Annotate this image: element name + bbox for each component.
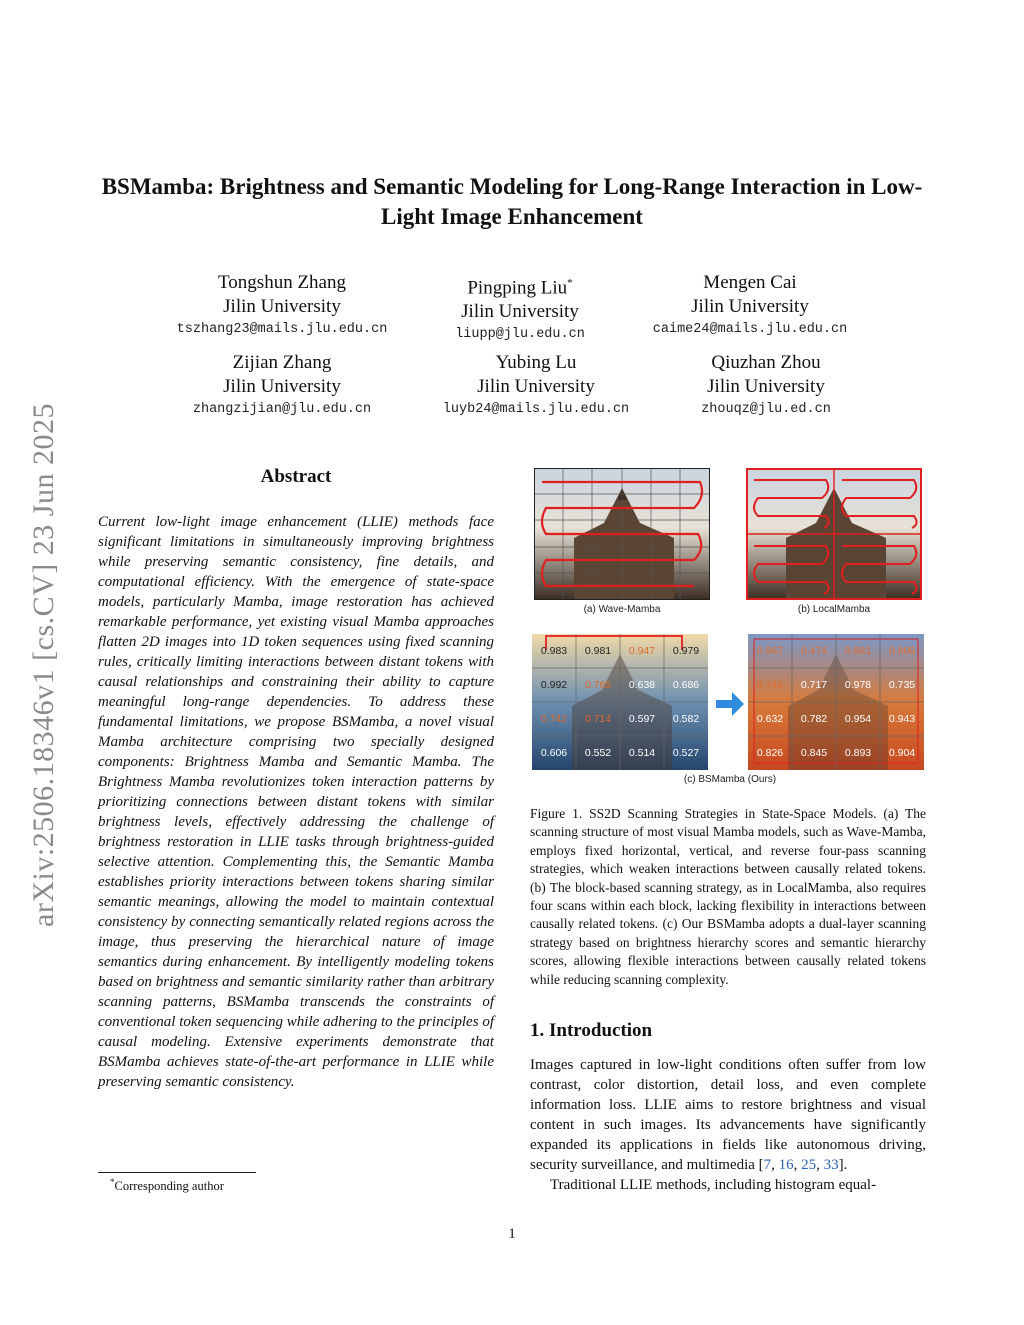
score-cell: 0.582 bbox=[672, 713, 700, 725]
author-affiliation: Jilin University bbox=[223, 296, 341, 317]
abstract-body: Current low-light image enhancement (LLIE) methods face significant limitations in simultaneously improving brightness while preserving semantic consistency, fine details, and computational efficiency. With the emergence of state-space models, particularly Mamba, image restoration has achieved remarkable performance, yet existing visual Mamba approaches flatten 2D images into 1D token sequences using fixed scanning rules, critically limiting interactions between distant tokens with causal relationships and constraining their ability to capture meaningful long-range dependencies. To address these fundamental limitations, we propose BSMamba, a novel visual Mamba architecture comprising two specially designed components: Brightness Mamba and Semantic Mamba. The Brightness Mamba revolutionizes token interaction patterns by prioritizing connections between distant tokens with similar brightness levels, effectively addressing the challenge of brightness restoration in LLIE tasks through brightness-guided selective attention. Complementing this, the Semantic Mamba establishes priority interactions between tokens sharing similar semantic meanings, allowing the model to maintain contextual consistency by connecting semantically related regions across the image, thus preserving the hierarchical nature of image semantics during enhancement. By intelligently modeling tokens based on brightness and semantic similarity rather than arbitrary scanning patterns, BSMamba transcends the constraints of conventional token sequencing while adhering to the principles of causal modeling. Extensive experiments demonstrate that BSMamba achieves state-of-the-art performance in LLIE while preserving semantic consistency. bbox=[98, 514, 494, 1090]
score-cell: 0.597 bbox=[628, 713, 656, 725]
score-cell: 0.954 bbox=[844, 713, 872, 725]
score-cell: 0.474 bbox=[800, 645, 828, 657]
author-name: Mengen Cai bbox=[703, 272, 797, 293]
wave-mamba-diagram bbox=[534, 468, 710, 600]
score-cell: 0.782 bbox=[800, 713, 828, 725]
author-affiliation: Jilin University bbox=[461, 301, 579, 323]
score-cell: 0.826 bbox=[756, 747, 784, 759]
author-block bbox=[646, 351, 886, 421]
figure-b-image bbox=[746, 468, 922, 600]
figure-caption: Figure 1. SS2D Scanning Strategies in State-Space Models. (a) The scanning structure of most visual Mamba models, such as Wave-Mamba, employs fixed horizontal, vertical, and reverse four-pass scanning strategies, which weaken interactions between causally related tokens. (b) The block-based scanning strategy, as in LocalMamba, also requires four scans within each block, lacking flexibility in interactions between causally related tokens. (c) Our BSMamba adopts a dual-layer scanning strategy based on brightness hierarchy scores and semantic hierarchy scores, allowing flexible interactions between causally related tokens while reducing scanning complexity. bbox=[530, 806, 926, 987]
score-cell: 0.606 bbox=[540, 747, 568, 759]
score-cell: 0.717 bbox=[800, 679, 828, 691]
score-cell: 0.686 bbox=[672, 679, 700, 691]
score-cell: 0.632 bbox=[756, 713, 784, 725]
section-heading: 1. Introduction bbox=[530, 1020, 653, 1041]
figure-a-image bbox=[534, 468, 710, 600]
author-block bbox=[162, 351, 402, 421]
paper-title: BSMamba: Brightness and Semantic Modeling for Long-Range Interaction in Low-Light Image Enhancement bbox=[101, 174, 923, 229]
subcaption-b: (b) LocalMamba bbox=[797, 604, 871, 615]
author-email: zhouqz@jlu.ed.cn bbox=[701, 402, 831, 417]
footnote: *Corresponding author bbox=[110, 1177, 224, 1194]
citation-link[interactable]: 16 bbox=[778, 1157, 794, 1173]
author-email: zhangzijian@jlu.edu.cn bbox=[192, 402, 372, 417]
score-cell: 0.983 bbox=[540, 645, 568, 657]
intro-body: Images captured in low-light conditions often suffer from low contrast, color distortion, detail loss, and even complete information loss. LLIE aims to restore brightness and visual content in such images. Its advancements have significantly expanded its applications in fields like autonomous driving, security surveillance, and multimedia [7, 16, 25, 33]. Traditional LLIE methods, including histogram equal- bbox=[530, 1057, 926, 1193]
score-cell: 0.967 bbox=[756, 645, 784, 657]
score-cell: 0.893 bbox=[844, 747, 872, 759]
subcaption-c: (c) BSMamba (Ours) bbox=[683, 774, 777, 785]
author-name: Pingping Liu* bbox=[467, 277, 573, 299]
score-cell: 0.904 bbox=[888, 747, 916, 759]
abstract-heading: Abstract bbox=[260, 466, 332, 487]
score-cell: 0.527 bbox=[672, 747, 700, 759]
left-score-grid bbox=[532, 634, 708, 770]
intro-paragraph-2: Traditional LLIE methods, including histogram equal- bbox=[550, 1177, 877, 1193]
author-affiliation: Jilin University bbox=[707, 376, 825, 397]
author-name: Qiuzhan Zhou bbox=[711, 352, 821, 373]
author-name: Yubing Lu bbox=[495, 352, 577, 373]
score-cell: 0.978 bbox=[844, 679, 872, 691]
author-block bbox=[400, 271, 640, 346]
author-affiliation: Jilin University bbox=[691, 296, 809, 317]
footnote-rule bbox=[98, 1172, 256, 1173]
local-mamba-diagram bbox=[746, 468, 922, 600]
score-cell: 0.765 bbox=[584, 679, 612, 691]
score-cell: 0.514 bbox=[628, 747, 656, 759]
author-affiliation: Jilin University bbox=[223, 376, 341, 397]
author-name: Tongshun Zhang bbox=[218, 272, 346, 293]
intro-text: Images captured in low-light conditions often suffer from low contrast, color distortion, detail loss, and even complete information loss. LLIE aims to restore brightness and visual content in such images. Its advancements have significantly expanded its applications in fields like autonomous driving, security surveillance, and multimedia [ bbox=[530, 1057, 926, 1173]
score-cell: 0.979 bbox=[672, 645, 700, 657]
right-score-grid bbox=[748, 634, 924, 770]
score-cell: 0.806 bbox=[888, 645, 916, 657]
score-cell: 0.552 bbox=[584, 747, 612, 759]
citation-link[interactable]: 25 bbox=[801, 1157, 817, 1173]
author-name: Zijian Zhang bbox=[232, 352, 332, 373]
score-cell: 0.638 bbox=[628, 679, 656, 691]
score-cell: 0.992 bbox=[540, 679, 568, 691]
page-number: 1 bbox=[508, 1226, 516, 1242]
citation-link[interactable]: 33 bbox=[823, 1157, 839, 1173]
citation-link[interactable]: 7 bbox=[763, 1157, 772, 1173]
score-cell: 0.981 bbox=[584, 645, 612, 657]
author-block bbox=[416, 351, 656, 421]
arxiv-stamp bbox=[16, 370, 72, 960]
score-cell: 0.735 bbox=[888, 679, 916, 691]
score-cell: 0.881 bbox=[844, 645, 872, 657]
author-email: luyb24@mails.jlu.edu.cn bbox=[442, 402, 630, 417]
score-cell: 0.742 bbox=[540, 713, 568, 725]
author-affiliation: Jilin University bbox=[477, 376, 595, 397]
author-block bbox=[630, 271, 870, 341]
score-cell: 0.947 bbox=[628, 645, 656, 657]
figure-c-image bbox=[532, 634, 928, 770]
arxiv-stamp-text: arXiv:2506.18346v1 [cs.CV] 23 Jun 2025 bbox=[27, 403, 60, 927]
author-email: tszhang23@mails.jlu.edu.cn bbox=[176, 322, 388, 337]
score-cell: 0.746 bbox=[756, 679, 784, 691]
score-cell: 0.714 bbox=[584, 713, 612, 725]
score-cell: 0.943 bbox=[888, 713, 916, 725]
score-cell: 0.845 bbox=[800, 747, 828, 759]
author-email: caime24@mails.jlu.edu.cn bbox=[652, 322, 848, 337]
subcaption-a: (a) Wave-Mamba bbox=[583, 604, 661, 615]
author-email: liupp@jlu.edu.cn bbox=[455, 327, 585, 343]
author-block bbox=[162, 271, 402, 341]
